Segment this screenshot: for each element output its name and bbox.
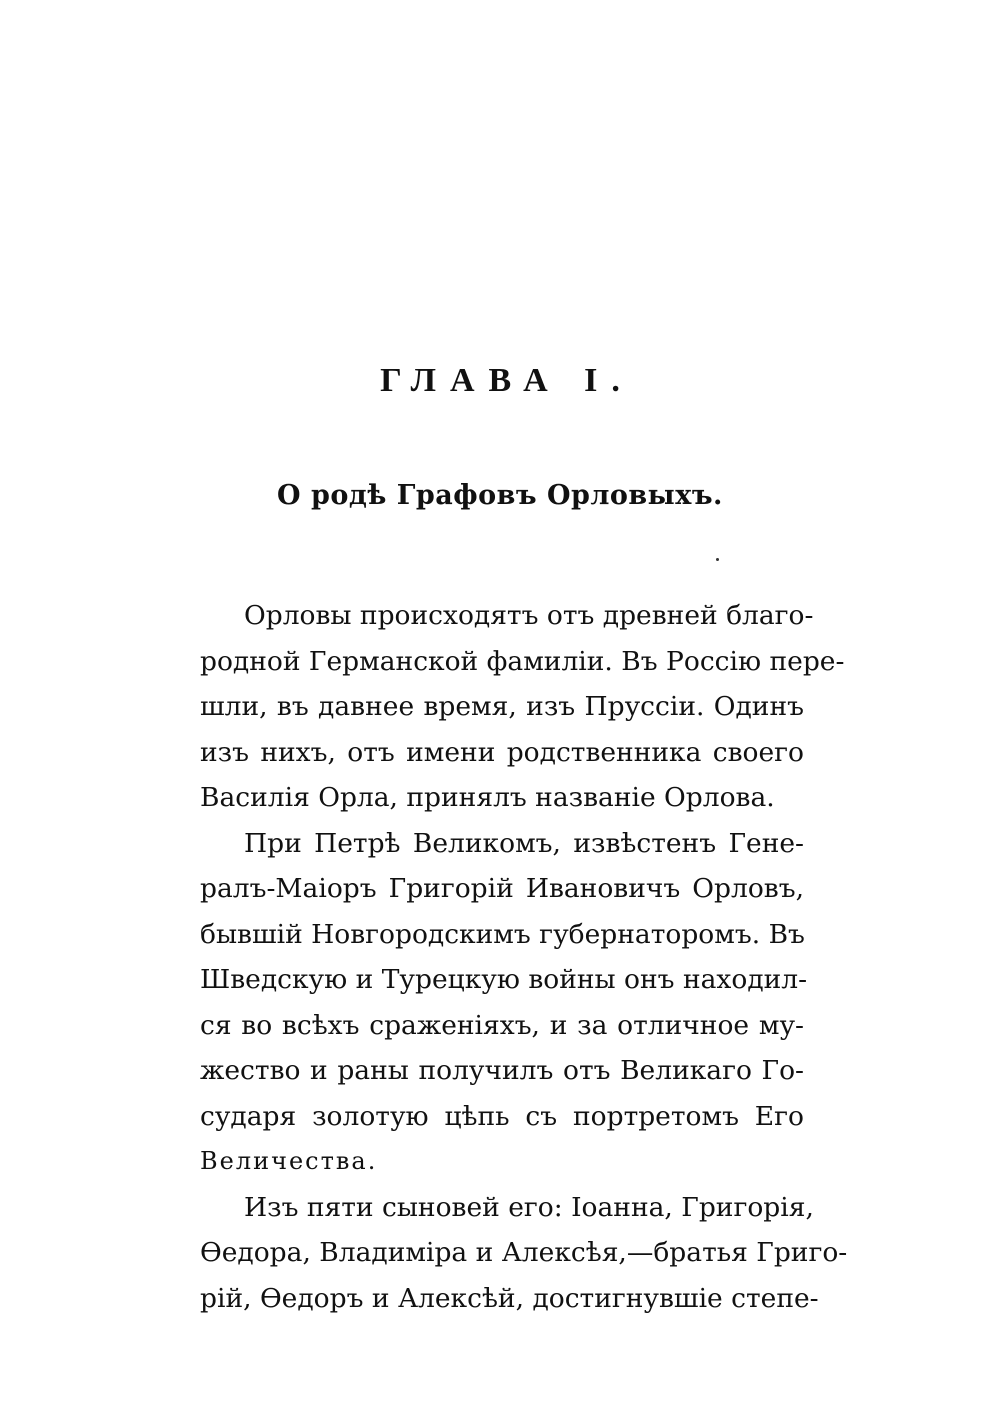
text-line: Изъ пяти сыновей его: Іоанна, Григорія,: [244, 1191, 814, 1223]
chapter-subtitle: О родѣ Графовъ Орловыхъ.: [277, 480, 723, 511]
text-line: шли, въ давнее время, изъ Пруссіи. Одинъ: [200, 691, 804, 722]
text-line: Орловы происходятъ отъ древней благо-: [244, 600, 814, 631]
chapter-heading: ГЛАВА I.: [380, 362, 634, 399]
text-line: ся во всѣхъ сраженіяхъ, и за отличное му-: [200, 1009, 804, 1041]
body-text: [200, 593, 848, 1321]
text-line: При Петрѣ Великомъ, извѣстенъ Гене-: [244, 827, 804, 859]
text-line: родной Германской фамиліи. Въ Россію пере-: [200, 645, 845, 677]
text-line: Величества.: [200, 1147, 378, 1175]
text-line: жество и раны получилъ отъ Великаго Го-: [200, 1055, 804, 1086]
text-line: Шведскую и Турецкую войны онъ находил-: [200, 964, 808, 995]
text-line: рій, Ѳедоръ и Алексѣй, достигнувшіе степе-: [200, 1282, 819, 1314]
text-line: Василія Орла, принялъ названіе Орлова.: [200, 782, 775, 813]
text-line: ралъ-Маіоръ Григорій Ивановичъ Орловъ,: [200, 873, 804, 904]
ink-speck: [716, 558, 719, 561]
text-line: бывшій Новгородскимъ губернаторомъ. Въ: [200, 918, 805, 950]
text-line: сударя золотую цѣпь съ портретомъ Его: [200, 1100, 804, 1132]
text-line: Ѳедора, Владиміра и Алексѣя,—братья Григо-: [200, 1237, 848, 1268]
text-line: изъ нихъ, отъ имени родственника своего: [200, 736, 804, 768]
